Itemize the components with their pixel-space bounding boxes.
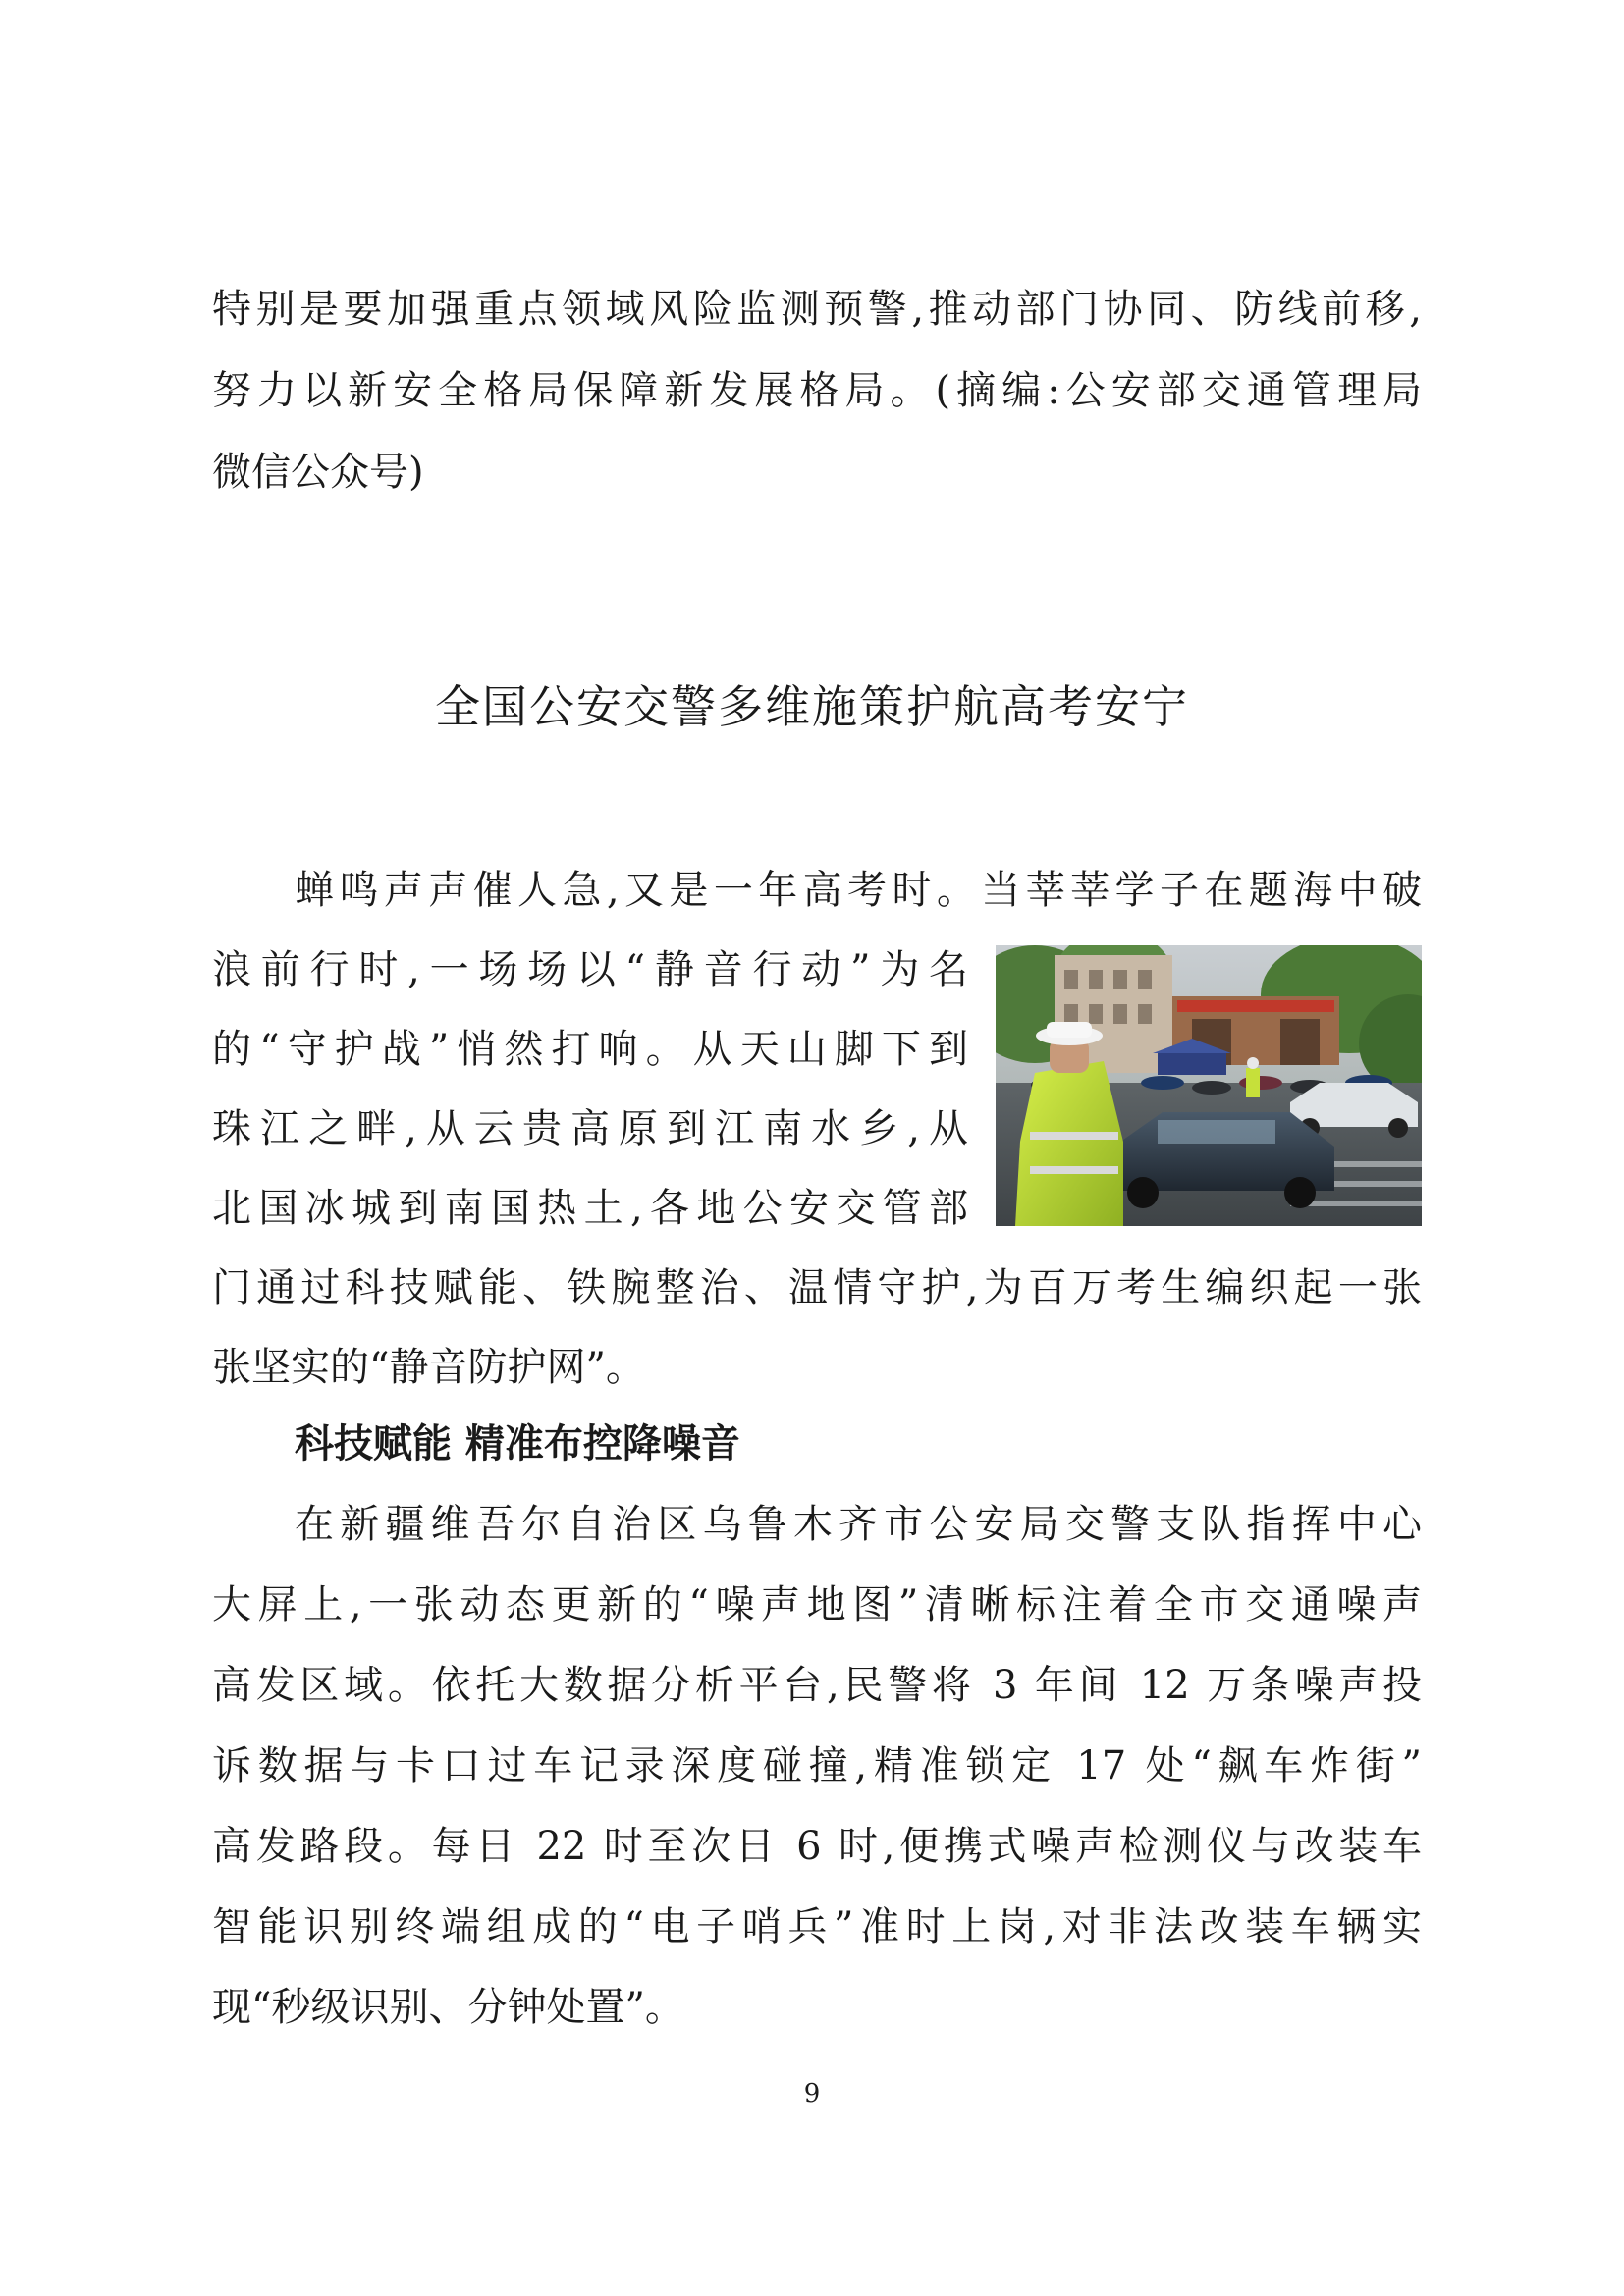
intro-line-7: 张坚实的“静音防护网”。 <box>212 1345 645 1390</box>
section-line-3: 高发区域。依托大数据分析平台,民警将 3 年间 12 万条噪声投 <box>212 1663 1422 1708</box>
intro-line-4: 珠江之畔,从云贵高原到江南水乡,从 <box>212 1106 968 1151</box>
continuation-line-2: 努力以新安全格局保障新发展格局。(摘编:公安部交通管理局 <box>212 368 1422 413</box>
section-line-7: 现“秒级识别、分钟处置”。 <box>212 1985 684 2030</box>
intro-line-5: 北国冰城到南国热土,各地公安交管部 <box>212 1186 968 1231</box>
section-line-6: 智能识别终端组成的“电子哨兵”准时上岗,对非法改装车辆实 <box>212 1904 1422 1949</box>
section-heading: 科技赋能 精准布控降噪音 <box>295 1421 740 1467</box>
traffic-police-photo <box>996 945 1422 1226</box>
section-line-4: 诉数据与卡口过车记录深度碰撞,精准锁定 17 处“飙车炸街” <box>212 1743 1422 1789</box>
article-title: 全国公安交警多维施策护航高考安宁 <box>435 680 1189 733</box>
section-line-5: 高发路段。每日 22 时至次日 6 时,便携式噪声检测仪与改装车 <box>212 1824 1422 1869</box>
intro-line-1: 蝉鸣声声催人急,又是一年高考时。当莘莘学子在题海中破 <box>295 868 1422 913</box>
intro-line-6: 门通过科技赋能、铁腕整治、温情守护,为百万考生编织起一张 <box>212 1265 1422 1310</box>
intro-line-2: 浪前行时,一场场以“静音行动”为名 <box>212 947 968 992</box>
section-line-1: 在新疆维吾尔自治区乌鲁木齐市公安局交警支队指挥中心 <box>295 1502 1422 1547</box>
intro-line-3: 的“守护战”悄然打响。从天山脚下到 <box>212 1027 968 1072</box>
section-line-2: 大屏上,一张动态更新的“噪声地图”清晰标注着全市交通噪声 <box>212 1582 1422 1628</box>
continuation-line-3: 微信公众号) <box>212 450 424 495</box>
continuation-line-1: 特别是要加强重点领域风险监测预警,推动部门协同、防线前移, <box>212 287 1422 332</box>
page-number: 9 <box>803 2079 821 2109</box>
